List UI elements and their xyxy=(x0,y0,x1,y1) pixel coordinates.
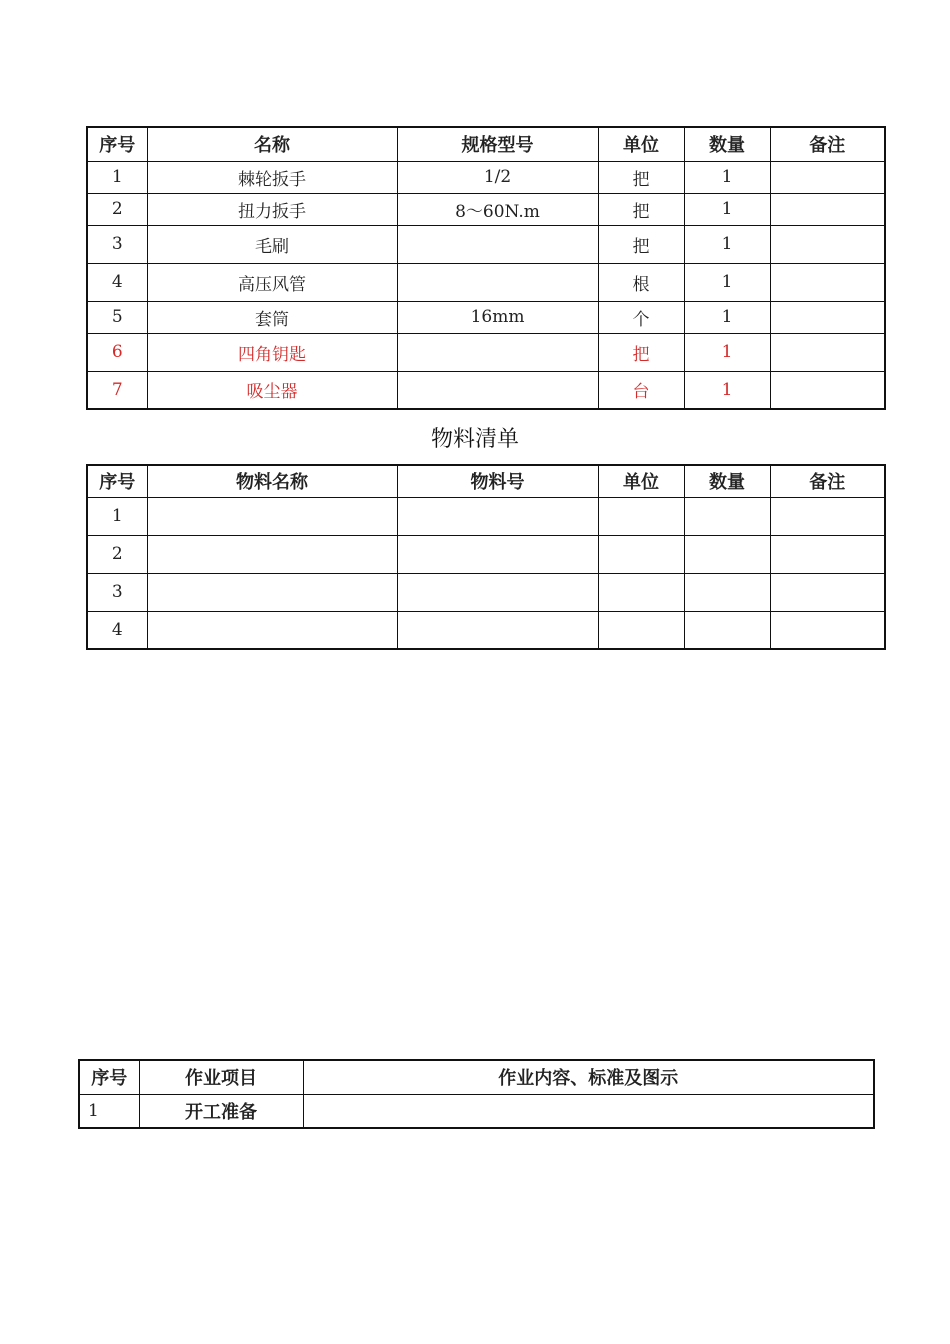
cell-note xyxy=(770,573,885,611)
cell-unit xyxy=(598,497,684,535)
cell-no: 2 xyxy=(87,535,147,573)
table-row xyxy=(87,611,885,649)
cell-no: 1 xyxy=(87,161,147,193)
cell-unit: 把 xyxy=(598,333,684,371)
cell-note xyxy=(770,333,885,371)
cell-unit: 根 xyxy=(598,263,684,301)
cell-unit xyxy=(598,573,684,611)
cell-spec xyxy=(397,371,598,409)
cell-note xyxy=(770,193,885,225)
cell-unit: 把 xyxy=(598,225,684,263)
header-material-name: 物料名称 xyxy=(147,465,397,497)
cell-qty: 1 xyxy=(684,193,770,225)
cell-no: 6 xyxy=(87,333,147,371)
cell-note xyxy=(770,263,885,301)
cell-qty xyxy=(684,497,770,535)
header-material-code: 物料号 xyxy=(397,465,598,497)
table-row xyxy=(87,301,885,333)
work-table xyxy=(78,1059,875,1129)
cell-name xyxy=(147,573,397,611)
cell-code xyxy=(397,535,598,573)
table-row xyxy=(87,263,885,301)
cell-unit: 台 xyxy=(598,371,684,409)
cell-qty xyxy=(684,573,770,611)
cell-unit: 个 xyxy=(598,301,684,333)
cell-unit xyxy=(598,611,684,649)
table-row xyxy=(87,161,885,193)
cell-name xyxy=(147,535,397,573)
cell-qty: 1 xyxy=(684,161,770,193)
cell-note xyxy=(770,301,885,333)
header-unit: 单位 xyxy=(598,465,684,497)
cell-no: 7 xyxy=(87,371,147,409)
cell-no: 3 xyxy=(87,573,147,611)
work-header-row xyxy=(79,1060,874,1094)
cell-spec: 1/2 xyxy=(397,161,598,193)
header-work-content: 作业内容、标准及图示 xyxy=(303,1060,874,1094)
tools-header-row xyxy=(87,127,885,161)
cell-qty: 1 xyxy=(684,371,770,409)
table-row xyxy=(87,573,885,611)
header-work-item: 作业项目 xyxy=(139,1060,303,1094)
cell-spec: 8～60N.m xyxy=(397,193,598,225)
cell-spec xyxy=(397,333,598,371)
cell-qty xyxy=(684,611,770,649)
header-note: 备注 xyxy=(770,465,885,497)
materials-table xyxy=(86,464,886,650)
table-row xyxy=(79,1094,874,1128)
cell-no: 1 xyxy=(87,497,147,535)
cell-qty: 1 xyxy=(684,333,770,371)
cell-qty xyxy=(684,535,770,573)
header-spec: 规格型号 xyxy=(397,127,598,161)
table-row-highlighted xyxy=(87,371,885,409)
cell-work-item: 开工准备 xyxy=(139,1094,303,1128)
cell-name: 高压风管 xyxy=(147,263,397,301)
cell-code xyxy=(397,573,598,611)
cell-name xyxy=(147,611,397,649)
cell-unit: 把 xyxy=(598,161,684,193)
cell-spec xyxy=(397,225,598,263)
header-qty: 数量 xyxy=(684,127,770,161)
cell-name: 套筒 xyxy=(147,301,397,333)
cell-note xyxy=(770,371,885,409)
cell-qty: 1 xyxy=(684,263,770,301)
table-row xyxy=(87,497,885,535)
cell-no: 1 xyxy=(79,1094,139,1128)
tools-table xyxy=(86,126,886,410)
cell-qty: 1 xyxy=(684,301,770,333)
materials-header-row xyxy=(87,465,885,497)
cell-name: 毛刷 xyxy=(147,225,397,263)
header-note: 备注 xyxy=(770,127,885,161)
cell-no: 4 xyxy=(87,263,147,301)
cell-note xyxy=(770,535,885,573)
cell-code xyxy=(397,497,598,535)
table-row xyxy=(87,535,885,573)
cell-spec xyxy=(397,263,598,301)
cell-name: 四角钥匙 xyxy=(147,333,397,371)
cell-no: 2 xyxy=(87,193,147,225)
table-row-highlighted xyxy=(87,333,885,371)
cell-qty: 1 xyxy=(684,225,770,263)
cell-spec: 16mm xyxy=(397,301,598,333)
header-name: 名称 xyxy=(147,127,397,161)
cell-note xyxy=(770,161,885,193)
cell-code xyxy=(397,611,598,649)
table-row xyxy=(87,225,885,263)
cell-name: 扭力扳手 xyxy=(147,193,397,225)
cell-name: 吸尘器 xyxy=(147,371,397,409)
header-no: 序号 xyxy=(87,465,147,497)
cell-no: 5 xyxy=(87,301,147,333)
table-row xyxy=(87,193,885,225)
cell-no: 3 xyxy=(87,225,147,263)
materials-title: 物料清单 xyxy=(430,427,519,452)
cell-note xyxy=(770,497,885,535)
header-no: 序号 xyxy=(79,1060,139,1094)
header-no: 序号 xyxy=(87,127,147,161)
cell-note xyxy=(770,611,885,649)
header-unit: 单位 xyxy=(598,127,684,161)
header-qty: 数量 xyxy=(684,465,770,497)
cell-note xyxy=(770,225,885,263)
cell-work-content xyxy=(303,1094,874,1128)
cell-name xyxy=(147,497,397,535)
cell-unit xyxy=(598,535,684,573)
cell-no: 4 xyxy=(87,611,147,649)
cell-name: 棘轮扳手 xyxy=(147,161,397,193)
cell-unit: 把 xyxy=(598,193,684,225)
